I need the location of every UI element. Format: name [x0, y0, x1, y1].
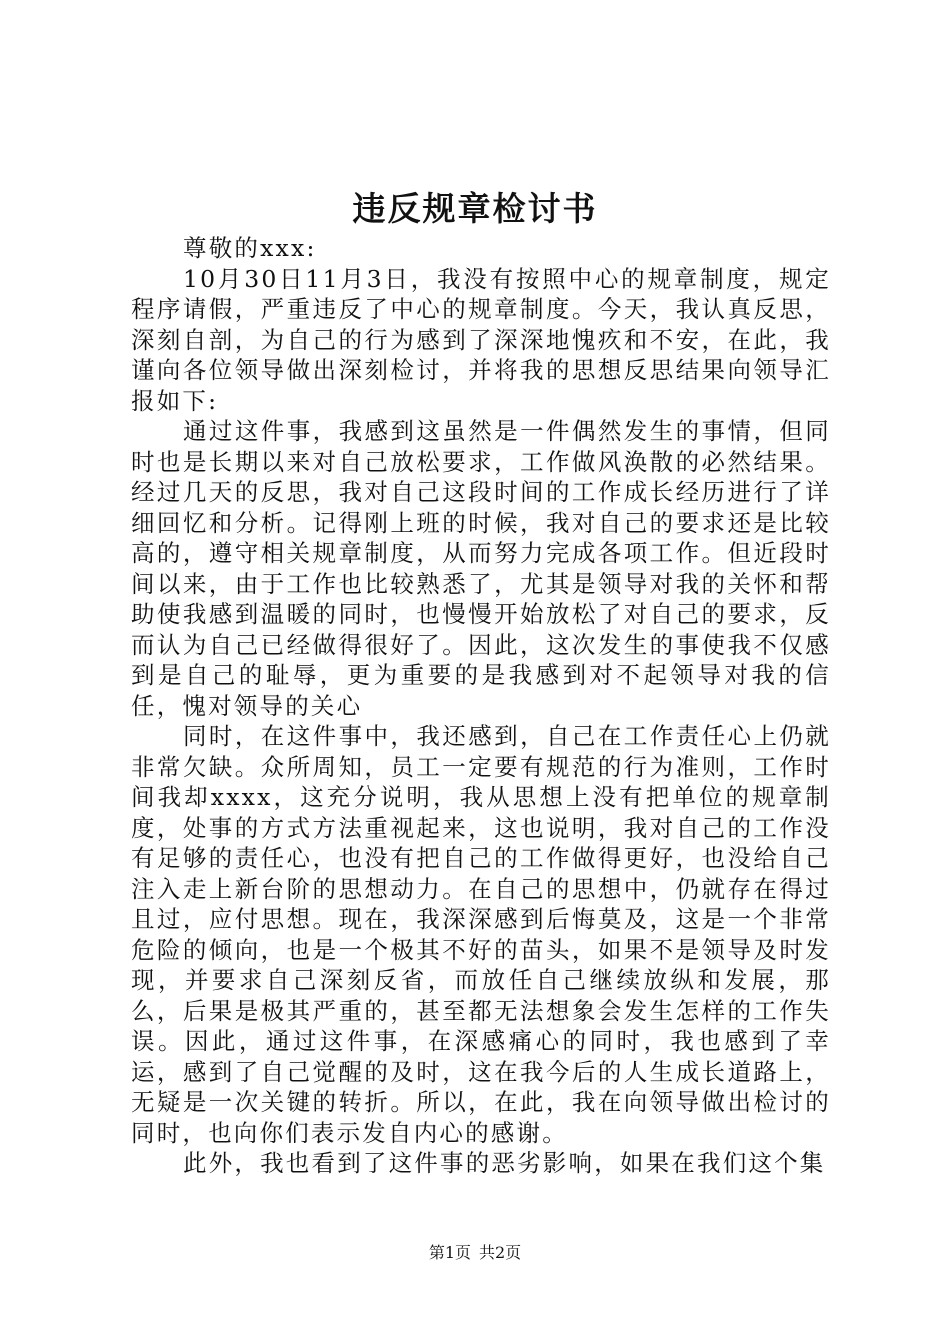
page-footer: [0, 1242, 950, 1264]
paragraph: 此外，我也看到了这件事的恶劣影响，如果在我们这个集: [183, 1149, 826, 1177]
salutation: 尊敬的xxx:: [183, 234, 317, 262]
page-total: 共2页: [479, 1243, 522, 1262]
paragraph: 通过这件事，我感到这虽然是一件偶然发生的事情，但同时也是长期以来对自己放松要求，工作做风涣散的必然结果。经过几天的反思，我对自己这段时间的工作成长经历进行了详细回忆和分析。记得刚上班的时候，我对自己的要求还是比较高的，遵守相关规章制度，从而努力完成各项工作。但近段时间以来，由于工作也比较熟悉了，尤其是领导对我的关怀和帮助使我感到温暖的同时，也慢慢开始放松了对自己的要求，反而认为自己已经做得很好了。因此，这次发生的事使我不仅感到是自己的耻辱，更为重要的是我感到对不起领导对我的信任，愧对领导的关心: [131, 417, 831, 720]
document-title: 违反规章检讨书: [352, 189, 598, 228]
page-number: 第1页: [428, 1243, 471, 1262]
document-body: [131, 233, 831, 1179]
paragraph: 同时，在这件事中，我还感到，自己在工作责任心上仍就非常欠缺。众所周知，员工一定要有规范的行为准则，工作时间我却xxxx，这充分说明，我从思想上没有把单位的规章制度，处事的方式方法重视起来，这也说明，我对自己的工作没有足够的责任心，也没有把自己的工作做得更好，也没给自己注入走上新台阶的思想动力。在自己的思想中，仍就存在得过且过，应付思想。现在，我深深感到后悔莫及，这是一个非常危险的倾向，也是一个极其不好的苗头，如果不是领导及时发现，并要求自己深刻反省，而放任自己继续放纵和发展，那么，后果是极其严重的，甚至都无法想象会发生怎样的工作失误。因此，通过这件事，在深感痛心的同时，我也感到了幸运，感到了自己觉醒的及时，这在我今后的人生成长道路上，无疑是一次关键的转折。所以，在此，我在向领导做出检讨的同时，也向你们表示发自内心的感谢。: [131, 722, 831, 1147]
paragraph: 10月30日11月3日，我没有按照中心的规章制度，规定程序请假，严重违反了中心的规章制度。今天，我认真反思，深刻自剖，为自己的行为感到了深深地愧疚和不安，在此，我谨向各位领导做出深刻检讨，并将我的思想反思结果向领导汇报如下:: [131, 264, 831, 415]
